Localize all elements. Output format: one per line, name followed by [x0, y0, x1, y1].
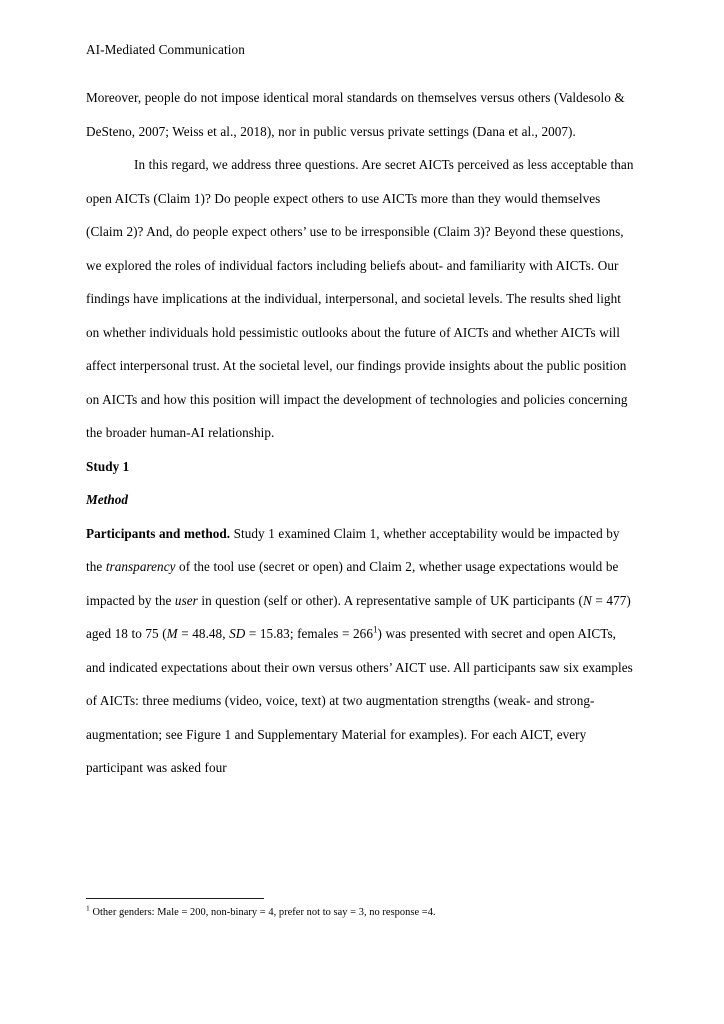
italic-term: user — [174, 592, 198, 608]
text-run: in question (self or other). A representative sample of UK participants ( — [197, 592, 583, 608]
text-run: Study 1 examined Claim 1, whether acceptability would be impacted by the — [86, 525, 620, 574]
text-run: ) was presented with secret and open AICTs, and indicated expectations about their own versus others’ AICT use. All participants saw six examples of AICTs: three mediums (video, voice, text) at two augmentation strengths (weak- and strong-augmentation; see Figure 1 and Supplementary Material for examples). For each AICT, every participant was asked four — [86, 626, 633, 775]
footnote-1 — [86, 905, 636, 920]
italic-term: M — [166, 626, 178, 641]
run-in-heading-participants-and-method: Participants and method. — [86, 525, 231, 541]
paragraph-moreover: Moreover, people do not impose identical moral standards on themselves versus others (Valdesolo & DeSteno, 2007; Weiss et al., 2018), nor in public versus private settings (Dana et al., 2007). — [86, 90, 625, 139]
text-run: = 477) aged 18 to 75 ( — [86, 592, 631, 641]
body-text-block — [86, 81, 636, 785]
footnote-separator-rule — [86, 898, 264, 899]
italic-term: N — [582, 592, 592, 608]
text-run: = 48.48, — [177, 626, 230, 641]
footnote-text: Other genders: Male = 200, non-binary = 4, prefer not to say = 3, no response =4. — [89, 907, 436, 918]
page-content — [86, 42, 636, 785]
heading-method: Method — [86, 492, 129, 507]
participants-method-body — [86, 526, 633, 776]
paragraph-in-this-regard: In this regard, we address three questions. Are secret AICTs perceived as less acceptable than open AICTs (Claim 1)? Do people expect others to use AICTs more than they would themselves (Claim 2)? And, do people expect others’ use to be irresponsible (Claim 3)? Beyond these questions, we explored the roles of individual factors including beliefs about- and familiarity with AICTs. Our findings have implications at the individual, interpersonal, and societal levels. The results shed light on whether individuals hold pessimistic outlooks about the future of AICTs and whether AICTs will affect interpersonal trust. At the societal level, our findings provide insights about the public position on AICTs and how this position will impact the development of technologies and policies concerning the broader human-AI relationship. — [86, 157, 634, 440]
paragraph-participants-and-method — [86, 517, 636, 785]
footnote-area — [86, 898, 636, 920]
italic-term: SD — [229, 626, 246, 641]
text-run: = 15.83; females = 266 — [245, 626, 373, 641]
footnote-marker: 1 — [86, 903, 90, 913]
italic-term: transparency — [105, 559, 176, 574]
text-run: of the tool use (secret or open) and Claim 2, whether usage expectations would be impacted by the — [86, 559, 619, 608]
running-head: AI-Mediated Communication — [86, 42, 245, 57]
footnote-reference: 1 — [372, 624, 378, 635]
heading-study-1: Study 1 — [86, 458, 130, 474]
